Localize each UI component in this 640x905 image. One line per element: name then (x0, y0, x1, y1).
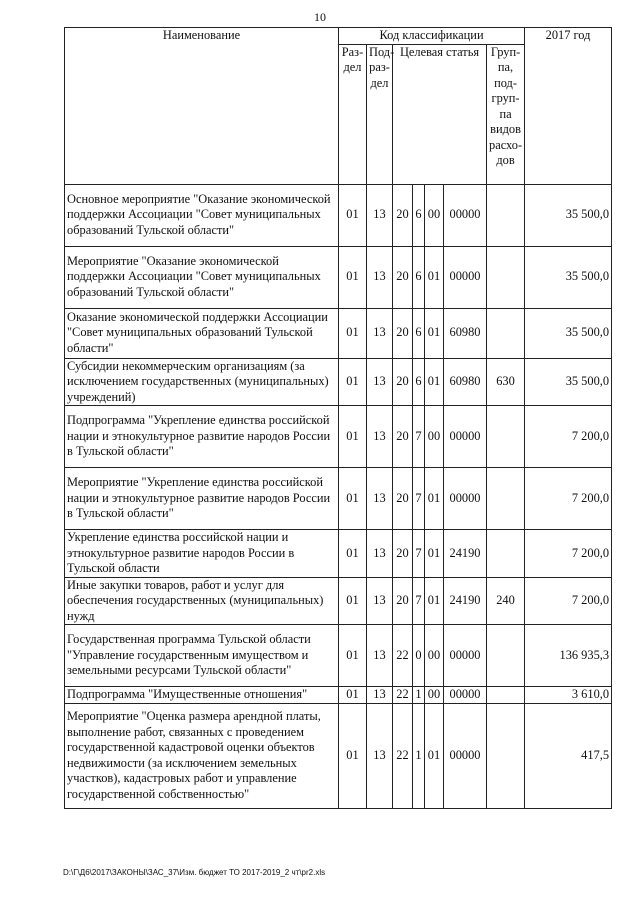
row-podrazdel: 13 (367, 308, 393, 358)
row-razdel: 01 (339, 530, 367, 578)
table-row (65, 468, 612, 530)
header-target-article: Целевая статья (393, 44, 487, 184)
row-razdel: 01 (339, 577, 367, 625)
table-row (65, 625, 612, 687)
budget-table (64, 27, 612, 809)
row-target-direction: 00000 (444, 703, 487, 808)
header-razdel: Раз-дел (339, 44, 367, 184)
row-target-program: 20 (393, 577, 413, 625)
row-amount: 7 200,0 (525, 530, 612, 578)
row-amount: 35 500,0 (525, 308, 612, 358)
row-razdel: 01 (339, 308, 367, 358)
row-podrazdel: 13 (367, 530, 393, 578)
row-expense-group (487, 406, 525, 468)
row-target-subprogram: 7 (413, 468, 425, 530)
row-target-direction: 00000 (444, 625, 487, 687)
row-amount: 7 200,0 (525, 577, 612, 625)
row-expense-group (487, 625, 525, 687)
row-podrazdel: 13 (367, 406, 393, 468)
row-target-subprogram: 0 (413, 625, 425, 687)
row-target-direction: 00000 (444, 184, 487, 246)
row-amount: 35 500,0 (525, 184, 612, 246)
row-name: Укрепление единства российской нации и этнокультурное развитие народов России в Тульской области (65, 530, 339, 578)
row-target-program: 22 (393, 687, 413, 704)
row-target-direction: 60980 (444, 358, 487, 406)
row-name: Иные закупки товаров, работ и услуг для обеспечения государственных (муниципальных) нужд (65, 577, 339, 625)
row-target-event: 01 (425, 468, 444, 530)
row-target-direction: 60980 (444, 308, 487, 358)
header-code-group: Код классификации (339, 28, 525, 45)
row-expense-group (487, 184, 525, 246)
row-amount: 136 935,3 (525, 625, 612, 687)
row-amount: 417,5 (525, 703, 612, 808)
row-amount: 3 610,0 (525, 687, 612, 704)
row-target-program: 20 (393, 406, 413, 468)
row-name: Подпрограмма "Укрепление единства российской нации и этнокультурное развитие народов России в Тульской области" (65, 406, 339, 468)
row-name: Государственная программа Тульской области "Управление государственным имуществом и земельными ресурсами Тульской области" (65, 625, 339, 687)
table-row (65, 406, 612, 468)
row-target-program: 22 (393, 703, 413, 808)
table-row (65, 358, 612, 406)
row-name: Основное мероприятие "Оказание экономической поддержки Ассоциации "Совет муниципальных образований Тульской области" (65, 184, 339, 246)
row-name: Мероприятие "Оказание экономической поддержки Ассоциации "Совет муниципальных образований Тульской области" (65, 246, 339, 308)
row-expense-group (487, 530, 525, 578)
row-target-program: 20 (393, 468, 413, 530)
table-row (65, 246, 612, 308)
row-target-event: 01 (425, 703, 444, 808)
row-target-program: 20 (393, 308, 413, 358)
row-target-subprogram: 7 (413, 530, 425, 578)
row-name: Мероприятие "Оценка размера арендной платы, выполнение работ, связанных с проведением государственной кадастровой оценки объектов недвижимости (за исключением земельных участков), кадастровых работ и управление государственной собственностью" (65, 703, 339, 808)
row-razdel: 01 (339, 687, 367, 704)
table-body (65, 184, 612, 808)
header-year: 2017 год (525, 28, 612, 185)
row-name: Субсидии некоммерческим организациям (за исключением государственных (муниципальных) учреждений) (65, 358, 339, 406)
row-expense-group (487, 687, 525, 704)
row-target-program: 20 (393, 184, 413, 246)
row-target-direction: 00000 (444, 468, 487, 530)
row-target-direction: 24190 (444, 530, 487, 578)
row-target-event: 00 (425, 406, 444, 468)
row-name: Мероприятие "Укрепление единства российской нации и этнокультурное развитие народов России в Тульской области" (65, 468, 339, 530)
row-podrazdel: 13 (367, 246, 393, 308)
header-expense-group: Груп-па, под-груп-па видов расхо-дов (487, 44, 525, 184)
row-target-event: 01 (425, 308, 444, 358)
header-name: Наименование (65, 28, 339, 185)
footer-file-path: D:\Г\Д6\2017\ЗАКОНЫ\ЗАС_37\Изм. бюджет ТО 2017-2019_2 чт\pr2.xls (63, 868, 326, 877)
row-target-event: 01 (425, 246, 444, 308)
row-amount: 7 200,0 (525, 468, 612, 530)
row-podrazdel: 13 (367, 577, 393, 625)
row-amount: 35 500,0 (525, 246, 612, 308)
row-amount: 7 200,0 (525, 406, 612, 468)
table-row (65, 530, 612, 578)
row-name: Подпрограмма "Имущественные отношения" (65, 687, 339, 704)
row-target-direction: 00000 (444, 406, 487, 468)
row-target-subprogram: 6 (413, 308, 425, 358)
row-target-program: 20 (393, 358, 413, 406)
row-expense-group (487, 308, 525, 358)
row-podrazdel: 13 (367, 358, 393, 406)
row-podrazdel: 13 (367, 625, 393, 687)
table-row (65, 703, 612, 808)
row-expense-group: 240 (487, 577, 525, 625)
table-row (65, 308, 612, 358)
row-amount: 35 500,0 (525, 358, 612, 406)
row-expense-group: 630 (487, 358, 525, 406)
row-target-event: 00 (425, 184, 444, 246)
row-target-direction: 24190 (444, 577, 487, 625)
page-number: 10 (314, 10, 326, 24)
row-podrazdel: 13 (367, 184, 393, 246)
row-razdel: 01 (339, 246, 367, 308)
row-expense-group (487, 246, 525, 308)
row-podrazdel: 13 (367, 468, 393, 530)
row-podrazdel: 13 (367, 687, 393, 704)
row-name: Оказание экономической поддержки Ассоциации "Совет муниципальных образований Тульской области" (65, 308, 339, 358)
row-target-subprogram: 6 (413, 246, 425, 308)
row-target-subprogram: 7 (413, 406, 425, 468)
row-target-subprogram: 6 (413, 184, 425, 246)
row-expense-group (487, 468, 525, 530)
row-target-program: 22 (393, 625, 413, 687)
row-razdel: 01 (339, 358, 367, 406)
row-target-direction: 00000 (444, 246, 487, 308)
row-razdel: 01 (339, 184, 367, 246)
row-razdel: 01 (339, 703, 367, 808)
row-target-event: 01 (425, 577, 444, 625)
row-razdel: 01 (339, 468, 367, 530)
row-target-subprogram: 7 (413, 577, 425, 625)
row-podrazdel: 13 (367, 703, 393, 808)
row-target-subprogram: 6 (413, 358, 425, 406)
row-target-direction: 00000 (444, 687, 487, 704)
row-expense-group (487, 703, 525, 808)
row-target-event: 00 (425, 687, 444, 704)
row-target-event: 00 (425, 625, 444, 687)
header-podrazdel: Под-раз-дел (367, 44, 393, 184)
row-target-subprogram: 1 (413, 703, 425, 808)
row-razdel: 01 (339, 625, 367, 687)
row-razdel: 01 (339, 406, 367, 468)
row-target-event: 01 (425, 358, 444, 406)
row-target-subprogram: 1 (413, 687, 425, 704)
table-row (65, 687, 612, 704)
row-target-program: 20 (393, 530, 413, 578)
row-target-event: 01 (425, 530, 444, 578)
table-row (65, 184, 612, 246)
table-row (65, 577, 612, 625)
row-target-program: 20 (393, 246, 413, 308)
